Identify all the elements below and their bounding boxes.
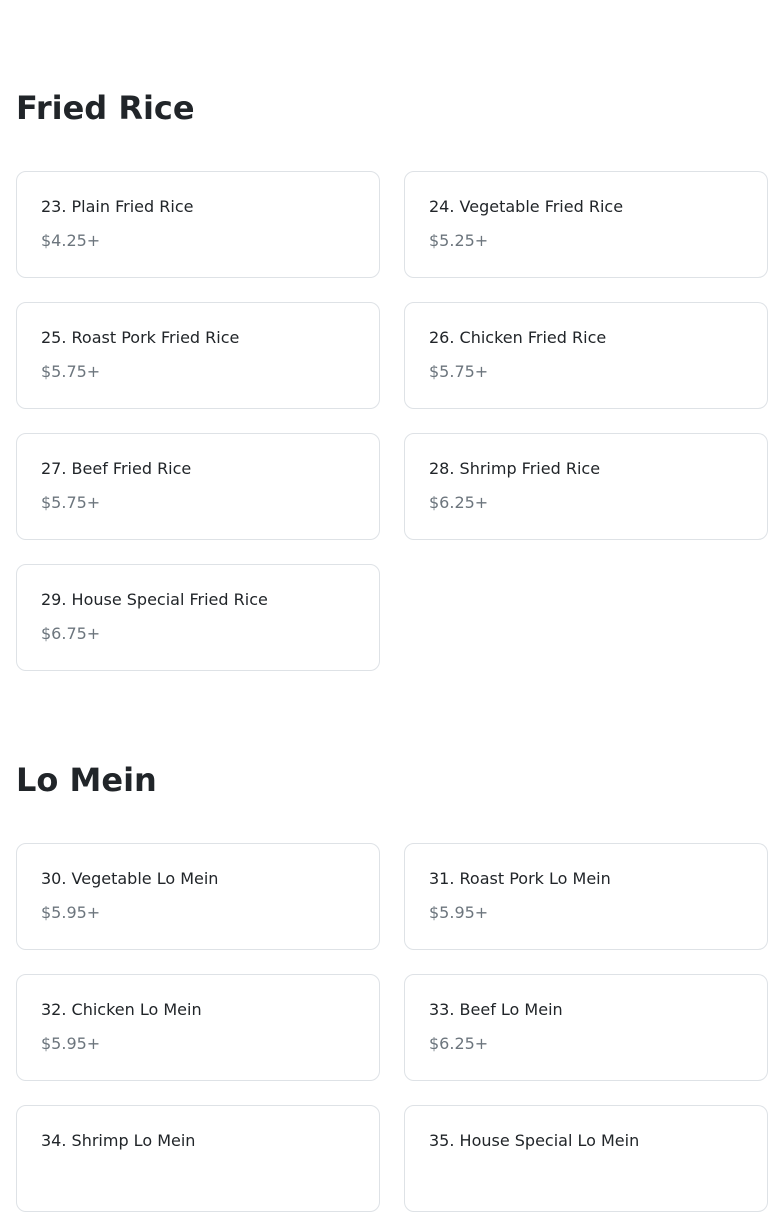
menu-grid: [16, 843, 768, 1212]
menu-item-name: 23. Plain Fried Rice: [41, 197, 194, 216]
menu-item-name: 26. Chicken Fried Rice: [429, 328, 607, 347]
section-fried-rice: [16, 88, 768, 643]
section-lo-mein: [16, 760, 768, 1150]
menu-item-price: $5.75+: [429, 362, 489, 381]
menu-item-card[interactable]: [16, 1105, 380, 1212]
menu-item-name: 29. House Special Fried Rice: [41, 590, 268, 609]
menu-item-name: 33. Beef Lo Mein: [429, 1000, 563, 1019]
section-title: Lo Mein: [16, 761, 157, 799]
menu-item-price: $4.25+: [41, 231, 101, 250]
menu-item-card[interactable]: [404, 1105, 768, 1212]
menu-item-name: 34. Shrimp Lo Mein: [41, 1131, 196, 1150]
menu-item-card[interactable]: [404, 433, 768, 540]
menu-item-name: 28. Shrimp Fried Rice: [429, 459, 601, 478]
menu-item-name: 25. Roast Pork Fried Rice: [41, 328, 240, 347]
menu-item-card[interactable]: [16, 974, 380, 1081]
menu-item-card[interactable]: [16, 302, 380, 409]
menu-item-price: $5.95+: [41, 1034, 101, 1053]
menu-item-card[interactable]: [404, 974, 768, 1081]
menu-item-card[interactable]: [16, 843, 380, 950]
menu-item-card[interactable]: [16, 171, 380, 278]
menu-item-price: $6.25+: [429, 1034, 489, 1053]
menu-item-card[interactable]: [16, 433, 380, 540]
menu-item-name: 35. House Special Lo Mein: [429, 1131, 640, 1150]
menu-item-card[interactable]: [404, 171, 768, 278]
menu-item-name: 30. Vegetable Lo Mein: [41, 869, 219, 888]
menu-item-name: 32. Chicken Lo Mein: [41, 1000, 202, 1019]
menu-item-name: 31. Roast Pork Lo Mein: [429, 869, 611, 888]
menu-item-price: $5.25+: [429, 231, 489, 250]
section-title: Fried Rice: [16, 89, 195, 127]
menu-item-name: 27. Beef Fried Rice: [41, 459, 192, 478]
menu-item-name: 24. Vegetable Fried Rice: [429, 197, 624, 216]
menu-item-card[interactable]: [404, 843, 768, 950]
menu-item-price: $6.75+: [41, 624, 101, 643]
menu-item-price: $5.75+: [41, 362, 101, 381]
menu-item-price: $6.25+: [429, 493, 489, 512]
menu-grid: [16, 171, 768, 671]
menu-item-price: $5.95+: [429, 903, 489, 922]
menu-item-card[interactable]: [404, 302, 768, 409]
menu-item-price: $5.95+: [41, 903, 101, 922]
menu-item-price: $5.75+: [41, 493, 101, 512]
menu-item-card[interactable]: [16, 564, 380, 671]
